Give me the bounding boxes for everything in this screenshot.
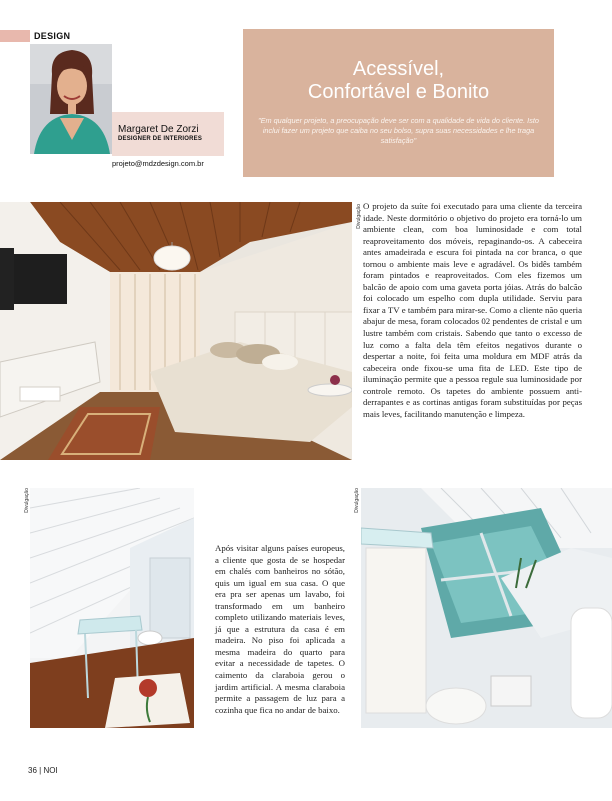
- article-paragraph-1: O projeto da suíte foi executado para uma cliente da terceira idade. Neste dormitório o objetivo do projeto era torná-lo um ambiente clean, com boa luminosidade e com total reaproveitamento dos móveis, repaginando-os. A cabeceira antes amadeirada e escura foi pintada na cor branca, o que tornou o ambiente mais leve e agradável. Os bidês também foram pintados e reaproveitados. Com eles fizemos um balcão de apoio com uma gaveta porta jóias. Atrás do balcão foi colocado um espelho com dupla utilidade. Serviu para fixar a TV e também para mirar-se. Como a cliente não queria abajur de mesa, foram colocados 02 pendentes de cristal e um lustre também com cristais. Sabendo que tanto o excesso de luz como a falta dela têm efeitos negativos durante o despertar a noite, foi feita uma moldura em MDF atrás da cabeceira onde fixou-se uma fita de LED. Este tipo de iluminação permite que a pessoa regule sua luminosidade por controle remoto. Os tapetes do ambiente possuem anti-derrapantes e as cortinas antigas foram substituídas por peças mais leves, facilitando manutenção e limpeza.: [363, 201, 582, 419]
- photo-credit-2: Divulgação: [24, 488, 30, 513]
- photo-credit-3: Divulgação: [354, 488, 360, 513]
- author-photo: [30, 44, 112, 154]
- photo-credit-1: Divulgação: [356, 204, 362, 229]
- pull-quote: "Em qualquer projeto, a preocupação deve ser com a qualidade de vida do cliente. Isto inclui fazer um projeto que caiba no seu bolso, supra suas necessidades e lhe traga satisfação": [258, 116, 539, 145]
- title-line-1: Acessível,: [352, 58, 445, 80]
- bathroom-photo-right: [361, 488, 612, 728]
- page-number: 36: [28, 766, 37, 775]
- author-role: DESIGNER DE INTERIORES: [118, 136, 203, 142]
- magazine-name: NOI: [43, 766, 58, 775]
- footer-separator: |: [39, 766, 42, 775]
- bedroom-photo: [0, 202, 352, 460]
- section-label: DESIGN: [34, 31, 71, 41]
- article-title: [243, 58, 554, 104]
- page-footer: [28, 766, 58, 775]
- title-line-2: Confortável e Bonito: [307, 81, 490, 103]
- article-paragraph-2: Após visitar alguns países europeus, a cliente que gosta de se hospedar em chalés com banheiros no sótão, quis um igual em sua casa. O que era pra ser apenas um lavabo, foi transformado em um banheiro completo utilizando materiais leves, já que a estrutura da casa é em madeira. No piso foi aplicada a mesma madeira do quarto para evitar a necessidade de tapetes. O caimento da claraboia gerou o jardim artificial. A mesma claraboia permite a passagem de luz para a cozinha que fica no andar de baixo.: [215, 543, 345, 715]
- author-email: projeto@mdzdesign.com.br: [112, 159, 204, 168]
- author-name: Margaret De Zorzi: [118, 124, 199, 135]
- section-tab-marker: [0, 30, 30, 42]
- bathroom-photo-left: [30, 488, 194, 728]
